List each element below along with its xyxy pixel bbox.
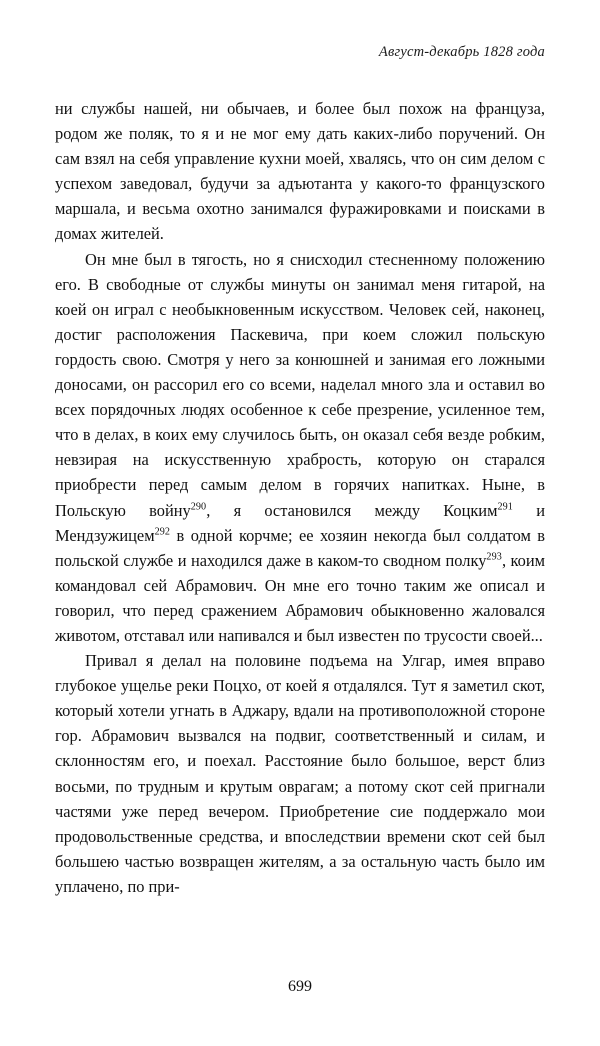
paragraph-text-segment-2: , я остановился между Коцким <box>206 500 498 520</box>
paragraph-continuation: ни службы нашей, ни обычаев, и более был похож на француза, родом же поляк, то я и не мог ему дать каких-либо поручений. Он сам взял на себя управление кухни моей, хвалясь, что он сим делом с успехом заведовал, будучи за адъютанта у какого-то французского маршала, и весьма охотно занимался фуражировками и поисками в домах жителей. <box>55 99 545 244</box>
paragraph-text-segment-3: и Мендзужицем <box>55 500 545 545</box>
body-text <box>55 96 545 899</box>
paragraph-text-segment-4: в одной корчме; ее хозяин некогда был солдатом в польской службе и находился даже в каком-то сводном полку <box>55 525 545 570</box>
paragraph-with-footnotes <box>55 247 545 649</box>
footnote-marker-293[interactable]: 293 <box>486 551 502 563</box>
paragraph-text-segment-5: , коим командовал сей Абрамович. Он мне его точно таким же описал и говорил, что перед сражением Абрамович обыкновенно жаловался животом, отставал или напивался и был известен по трусости своей... <box>55 550 545 645</box>
footnote-marker-291[interactable]: 291 <box>497 501 513 513</box>
footnote-marker-290[interactable]: 290 <box>190 501 207 513</box>
footnote-marker-292[interactable]: 292 <box>154 526 171 538</box>
paragraph-text-segment-1: Он мне был в тягость, но я снисходил стесненному положению его. В свободные от службы минуты он занимал меня гитарой, на коей он играл с необыкновенным искусством. Человек сей, наконец, достиг расположения Паскевича, при коем сложил польскую гордость свою. Смотря у него за конюшней и занимая его ложными доносами, он рассорил его со всеми, наделал много зла и оставил во всех порядочных людях особенное к себе презрение, усиленное тем, что в делах, в коих ему случилось быть, он оказал себя везде робким, невзирая на искусственную храбрость, которую он старался приобрести перед самым делом в горячих напитках. Ныне, в Польскую войну <box>55 249 545 520</box>
running-header: Август-декабрь 1828 года <box>378 44 545 60</box>
page-number: 699 <box>288 978 312 995</box>
paragraph-third: Привал я делал на половине подъема на Улгар, имея вправо глубокое ущелье реки Поцхо, от коей я отдалялся. Тут я заметил скот, который хотели угнать в Аджару, вдали на противоположной стороне гор. Абрамович вызвался на подвиг, соответственный и силам, и склонностям его, и поехал. Расстояние было большое, верст близ восьми, по трудным и крутым оврагам; а потому скот сей пригнали частями уже перед вечером. Приобретение сие поддержало мои продовольственные средства, и впоследствии времени скот сей был большею частью возвращен жителям, а за остальную часть было им уплачено, по при- <box>55 651 545 896</box>
